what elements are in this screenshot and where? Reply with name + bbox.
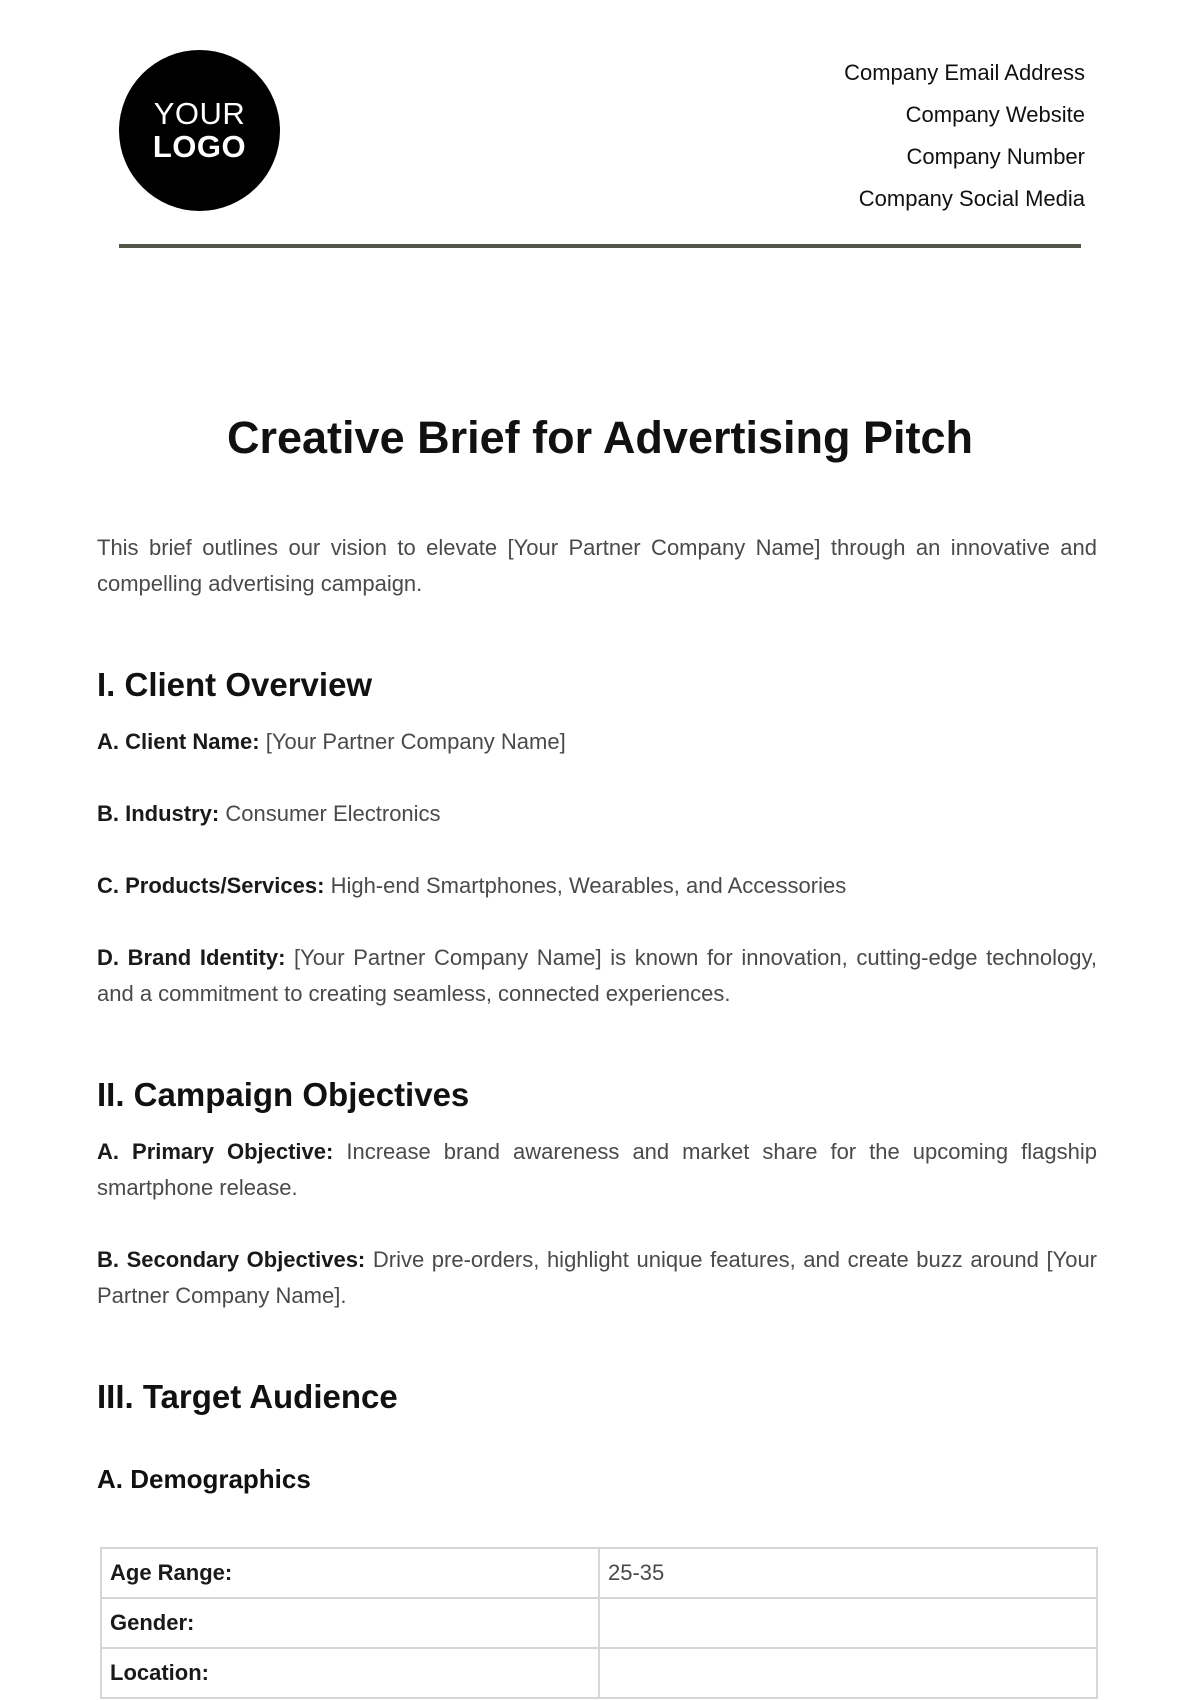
company-social-media: Company Social Media <box>858 186 1085 211</box>
header-divider <box>119 244 1081 248</box>
primary-objective-item <box>97 1134 1097 1206</box>
logo-line-2: LOGO <box>152 128 247 164</box>
company-contact-block <box>844 52 1085 220</box>
table-cell-label: Age Range: <box>101 1548 599 1598</box>
item-label: A. Primary Objective: <box>97 1139 334 1164</box>
section-heading-campaign-objectives: II. Campaign Objectives <box>97 1076 470 1113</box>
company-logo <box>119 50 280 211</box>
item-label: D. Brand Identity: <box>97 945 286 970</box>
document-title: Creative Brief for Advertising Pitch <box>226 412 973 463</box>
secondary-objectives-item <box>97 1242 1097 1314</box>
intro-paragraph: This brief outlines our vision to elevate [Your Partner Company Name] through an innovative and compelling advertising campaign. <box>97 535 1097 596</box>
logo-line-1: YOUR <box>153 95 246 131</box>
company-email: Company Email Address <box>844 60 1085 85</box>
products-services-item <box>97 868 1097 904</box>
client-name-item <box>97 724 1097 760</box>
item-label: A. Client Name: <box>97 729 260 754</box>
item-value: Drive pre-orders, highlight unique features, and create buzz around [Your Partner Company Name]. <box>97 1247 1098 1308</box>
table-row <box>101 1548 1097 1598</box>
table-cell-label: Location: <box>101 1648 599 1698</box>
company-website: Company Website <box>905 102 1085 127</box>
item-label: B. Industry: <box>97 801 220 826</box>
item-value: Consumer Electronics <box>225 801 441 826</box>
company-number: Company Number <box>906 144 1085 169</box>
section-heading-client-overview: I. Client Overview <box>97 666 373 703</box>
item-value: High-end Smartphones, Wearables, and Accessories <box>330 873 847 898</box>
demographics-table <box>100 1547 1098 1699</box>
table-cell-value <box>599 1648 1097 1698</box>
table-row <box>101 1648 1097 1698</box>
table-row <box>101 1598 1097 1648</box>
item-value: Increase brand awareness and market share for the upcoming flagship smartphone release. <box>97 1139 1097 1200</box>
table-cell-value: 25-35 <box>599 1548 1097 1598</box>
brand-identity-item <box>97 940 1097 1012</box>
item-value: [Your Partner Company Name] <box>265 729 566 754</box>
item-label: B. Secondary Objectives: <box>97 1247 366 1272</box>
subheading-demographics: A. Demographics <box>97 1464 311 1494</box>
section-heading-target-audience: III. Target Audience <box>97 1378 398 1415</box>
document-body <box>97 530 1097 1495</box>
item-label: C. Products/Services: <box>97 873 325 898</box>
table-cell-value <box>599 1598 1097 1648</box>
table-cell-label: Gender: <box>101 1598 599 1648</box>
item-value: [Your Partner Company Name] is known for innovation, cutting-edge technology, and a commitment to creating seamless, connected experiences. <box>97 945 1097 1006</box>
industry-item <box>97 796 1097 832</box>
